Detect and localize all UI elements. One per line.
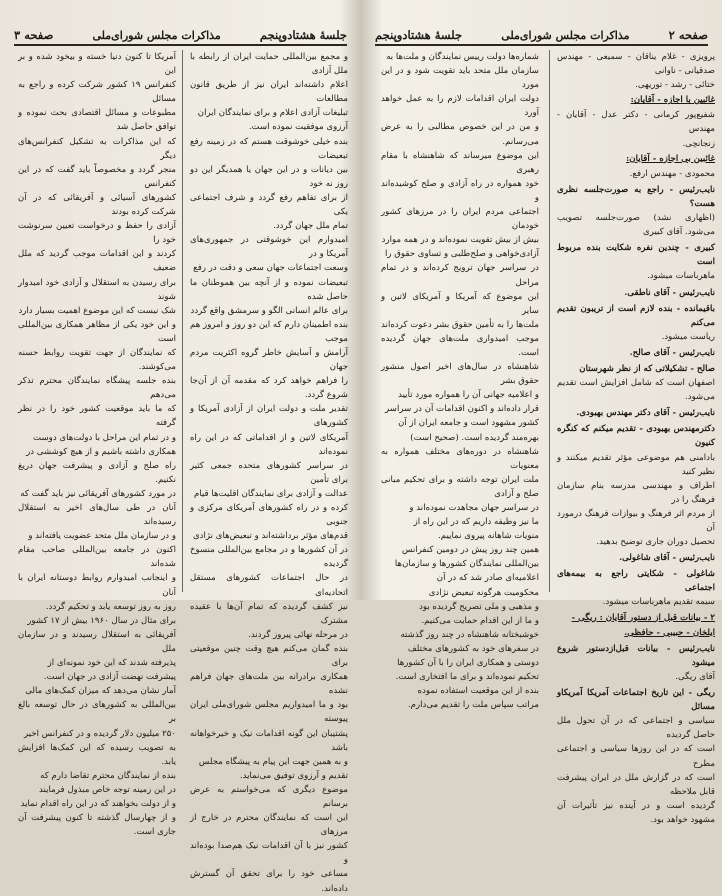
column-divider: [182, 50, 183, 592]
text-line: ریاست میشود.: [661, 331, 715, 342]
text-line: و اینجانب امیدوارم روابط دوستانه ایران با آنان: [18, 573, 176, 598]
text-line: بنده گمان می‌کنم هیچ وقت چنین موقعیتی برای: [190, 643, 348, 669]
text-line: از مردم اثر فرهنگ و بیوازات فرهنگ درمورد آن: [557, 508, 715, 533]
text-line: پشتیبان این گونه اقدامات نیک و خیرخواهانه باشد: [190, 728, 348, 753]
column-divider: [549, 50, 550, 592]
text-line: همکاری برادرانه بین ملت‌های جهان فراهم نشده: [190, 672, 348, 697]
text-line: کشور مشهود است و جامعه ایران از آن: [398, 418, 539, 429]
right-page-title: مذاکرات مجلس شورای‌ملی: [501, 28, 630, 42]
text-line: منجر گردد و مخصوصاً باید گفت که در این کنفرانس: [18, 164, 176, 189]
text-line: آرامش و آسایش خاطر گروه اکثریت مردم جهان: [190, 347, 348, 373]
right-page-number: صفحه ۲: [668, 28, 708, 42]
left-page-column-right: [190, 50, 348, 894]
text-line: بنده از این موقعیت استفاده نموده: [417, 686, 539, 697]
text-line: ۲۵۰ میلیون دلار گردیده و در کنفرانس اخیر: [24, 728, 176, 739]
text-line: آمریکای لاتین و از اقداماتی که در این راه نموده‌اند: [190, 432, 348, 457]
text-line: این موضوع که آمریکا و آمریکای لاتین و سایر: [381, 291, 539, 316]
text-line: اعلام داشته‌اند ایران نیز از طریق قانون مطالعات: [190, 80, 348, 105]
text-line: و این خود یکی از مظاهر همکاری بین‌المللی است: [18, 319, 176, 344]
text-line: برای رسیدن به استقلال و آزادی خود امیدوار شوند: [18, 277, 176, 302]
text-line: از برای تفاهم رفع گردد و شرف اجتماعی یکی: [190, 192, 348, 218]
text-line: سیمه تقدیم ماهرباسات میشود.: [602, 597, 715, 608]
text-line: سازمان ملل متحد باید تقویت شود و در این مورد: [381, 66, 539, 91]
speaker-line: صالح - تشکیلاتی که از نظر شهرستان: [579, 363, 715, 374]
text-line: مراتب سپاس ملت را تقدیم می‌دارم.: [407, 700, 539, 711]
text-line: و ما از این اقدام حمایت می‌کنیم.: [421, 615, 539, 626]
text-line: شک نیست که این موضوع اهمیت بسیار دارد: [18, 305, 176, 316]
text-line: و از دولت بخواهند که در این راه اقدام نماید: [20, 798, 176, 809]
left-page-header: [14, 26, 347, 46]
text-line: برای مثال در سال ۱۹۶۰ بیش از ۱۷ کشور: [27, 615, 176, 626]
text-line: مساعی خود را برای تحقق آن گسترش داده‌اند.: [190, 869, 348, 894]
text-line: بین‌المللی نمایندگان کشورها و سازمان‌ها: [394, 559, 539, 570]
text-line: پذیرفته شدند که این خود نمونه‌ای از: [47, 658, 176, 669]
text-line: که این مذاکرات به تشکیل کنفرانس‌های دیگر: [18, 136, 176, 161]
text-line: این موضوع میرساند که شاهنشاه با مقام رهبری: [381, 150, 539, 175]
text-line: اصفهان است که شامل افزایش است تقدیم می‌شود.: [557, 378, 715, 403]
text-line: زنجانچی.: [682, 138, 715, 149]
text-line: بود و ما امیدواریم مجلس شورای‌ملی ایران پیوسته: [190, 700, 348, 725]
text-line: برای عالم انسانی الگو و سرمشق واقع گردد: [190, 305, 348, 316]
speaker-line: باقیمانده - بنده لازم است از تریبون تقدیم می‌کنم: [557, 303, 715, 328]
text-line: ملت‌ها را به تأمین حقوق بشر دعوت کرده‌اند: [381, 319, 539, 330]
text-line: پرویزی - غلام یناقان - سمیعی - مهندس صدقیانی - ناوانی: [557, 52, 715, 77]
text-line: پیشرفت نهضت آزادی در جهان است.: [43, 672, 176, 683]
text-line: بنده خیلی خوشوقت هستم که در زمینه رفع تبعیضات: [190, 136, 348, 161]
text-line: تقدیم و آرزوی توفیق می‌نماید.: [239, 770, 348, 781]
right-page-column-left: [381, 50, 539, 711]
text-line: و مذهبی و ملی تصریح گردیده بود: [419, 601, 539, 612]
text-line: بین دیانات و در این جهان یا همدیگر این دو روز نه خود: [190, 164, 348, 189]
text-line: که ما باید موقعیت کشور خود را در نظر گرفته: [18, 404, 176, 429]
text-line: آرزوی موفقیت نموده است.: [248, 122, 348, 133]
left-page-column-left: [18, 50, 176, 838]
text-line: و در سازمان ملل متحد عضویت یافته‌اند و: [28, 531, 176, 542]
text-line: راه صلح و آزادی و پیشرفت جهان دریغ نکنیم.: [18, 460, 176, 485]
text-line: بنده جلسه پیشگاه نمایندگان محترم تذکر می‌دهم: [18, 376, 176, 401]
right-page-header: [375, 26, 708, 46]
text-line: خود همواره در راه آزادی و صلح کوشیده‌اند و: [381, 178, 539, 203]
text-line: عدالت و آزادی برای نمایندگان اقلیت‌ها قیام: [193, 488, 348, 499]
speaker-line: کبیری - چندین نفره شکایت بنده مربوط است: [557, 243, 715, 268]
text-line: که نمایندگان از جهت تقویت روابط حسنه می‌کوشند.: [18, 347, 176, 373]
text-line: آزادی‌خواهی و صلح‌طلبی و تساوی حقوق را: [385, 249, 539, 260]
text-line: اجتماعی مردم ایران را در مرزهای کشور خودمان: [381, 207, 539, 232]
text-line: تقدیر ملت و دولت ایران از آزادی آمریکا و کشورهای: [190, 404, 348, 429]
text-line: و به همین جهت این پیام به پیشگاه مجلس: [198, 756, 348, 767]
text-line: ملت ایران توجه داشته و برای تحکیم مبانی صلح و آزادی: [381, 474, 539, 499]
text-line: تبعیضات نموده و از آنچه بین هموطنان ما حاصل شده: [190, 277, 348, 302]
text-line: ختائی - رشد - توریهی.: [635, 80, 715, 91]
text-line: در سفرهای خود به کشورهای مختلف: [407, 643, 539, 654]
section-heading: ۲ - بیانات قبل از دستور آقایان : ریگی -: [571, 612, 715, 623]
text-line: مطبوعات و مسائل اقتصادی بحث نموده و توافق حاصل شد: [18, 108, 176, 133]
text-line: آمار نشان می‌دهد که میزان کمک‌های مالی: [25, 686, 176, 697]
text-line: و اعلامیه جهانی آن را همواره مورد تأیید: [398, 390, 539, 401]
text-line: اکنون در جامعه بین‌المللی صاحب مقام شده‌اند: [18, 545, 176, 570]
text-line: محمودی - مهندس ارفع.: [629, 168, 715, 179]
text-line: است که در این روزها سیاسی و اجتماعی مطرح: [557, 744, 715, 769]
text-line: این است که نمایندگان محترم در خارج از مرزهای: [190, 813, 348, 838]
text-line: آمریکا تا کنون دنیا خسته و بیخود شده و بر این: [18, 52, 176, 77]
speaker-line: نایب‌رئیس - راجع به صورت‌جلسه نظری هست؟: [557, 184, 715, 209]
text-line: است که در گزارش ملل در ایران پیشرفت قابل ملاحظه: [557, 772, 715, 797]
text-line: دولت ایران اقدامات لازم را به عمل خواهد آورد: [381, 94, 539, 119]
text-line: اعلامیه‌ای صادر شد که در آن: [436, 573, 539, 584]
text-line: و از چهارسال گذشته تا کنون پیشرفت آن جاری است.: [18, 813, 176, 838]
section-heading: غائبین بی اجازه - آقایان:: [626, 153, 715, 164]
text-line: شماره‌ها دولت رییس نمایندگان و ملت‌ها به: [386, 52, 539, 62]
speaker-line: نایب‌رئیس - آقای دکتر مهندس بهبودی.: [576, 408, 715, 419]
text-line: امیدوارم این خوشوقتی در جمهوری‌های آمریکا و در: [190, 235, 348, 260]
text-line: (اظهاری نشد) صورت‌جلسه تصویب می‌شود. آقای کبیری: [557, 213, 715, 238]
text-line: قدم‌های مؤثر برداشته‌اند و تبعیض‌های نژادی: [192, 531, 348, 542]
text-line: موجب امیدواری ملت‌های جهان گردیده است.: [381, 333, 539, 358]
text-line: همین چند روز پیش در دومین کنفرانس: [401, 545, 539, 556]
text-line: شاهنشاه در سال‌های اخیر اصول منشور حقوق بشر: [381, 362, 539, 387]
text-line: ماهرباسات میشود.: [646, 271, 715, 282]
text-line: آقای ریگی.: [675, 671, 715, 682]
text-line: بیش از بیش تقویت نموده‌اند و در همه موارد: [381, 235, 539, 246]
speaker-line: دکترمهندس بهبودی - تقدیم میکنم که کنگره کنیون: [557, 424, 715, 449]
speaker-line: ریگی - این تاریخ اجتماعات آمریکا آمریکاو مسائل: [557, 688, 715, 713]
text-line: شاهنشاه در دوره‌های مختلف همواره به معنویات: [381, 446, 539, 471]
text-line: منویات شاهانه پیروی نماییم.: [438, 531, 539, 542]
text-line: در حال اجتماعات کشورهای مستقل اتحادیه‌ای: [190, 573, 348, 598]
speaker-line: نایب‌رئیس - آقای صالح.: [629, 347, 715, 358]
text-line: در مورد کشورهای آفریقائی نیز باید گفت که: [20, 488, 176, 499]
text-line: آفریقائی به استقلال رسیدند و در سازمان ملل: [18, 629, 176, 654]
text-line: بین‌المللی به کشورهای در حال توسعه بالغ بر: [18, 700, 176, 725]
text-line: تحکیم نموده‌اند و برای ما افتخاری است.: [395, 672, 539, 683]
text-line: بنده از نمایندگان محترم تقاضا دارم که: [40, 770, 176, 781]
text-line: آزادی را حفظ و درخواست تعیین سرنوشت خود را: [18, 221, 176, 246]
right-page-column-right: [557, 50, 715, 825]
text-line: تمام ملل جهان گردد.: [273, 221, 348, 232]
text-line: تحصیل دوران جاری توضیح بدهید.: [596, 537, 715, 548]
text-line: روز به روز توسعه یابد و تحکیم گردد.: [45, 601, 176, 612]
text-line: به تصویب رسیده که این کمک‌ها افزایش یابد.: [18, 742, 176, 767]
text-line: را فراهم خواهد کرد که مقدمه آن از آن‌جا شروع گردد.: [190, 376, 348, 401]
text-line: آنان در طی سال‌های اخیر به استقلال رسیده‌اند: [18, 503, 176, 528]
text-line: شفیع‌پور کرمانی - دکتر عدل - آقایان - مهندس: [557, 110, 715, 135]
text-line: نیز کشف گردیده که تمام آن‌ها با عقیده مشترک: [190, 601, 348, 626]
text-line: در مرحله نهائی پیروز گردند.: [248, 629, 348, 640]
text-line: بادامنی هم موضوعی مؤثر تقدیم میکنند و نظیر کنید: [557, 452, 715, 477]
speaker-line: شاغولی - شکایتی راجع به بیمه‌های اجتماعی: [557, 569, 715, 594]
text-line: کردند و این اقدامات موجب گردید که ملل ضعیف: [18, 249, 176, 274]
right-page-session: جلسهٔ هشتادوپنجم: [375, 28, 463, 42]
left-page-number: صفحه ۳: [14, 28, 54, 42]
text-line: قرار داده‌اند و اکنون اقدامات آن در سراسر: [385, 404, 539, 415]
text-line: بنده اطمینان دارم که این دو روز و امروز هم موجب: [190, 319, 348, 344]
speaker-line: نایب‌رئیس - آقای شاغولی.: [619, 553, 715, 564]
section-heading: ایلخان - حبیبی - حافظی.: [624, 627, 715, 638]
left-page: [0, 0, 361, 894]
text-line: اطراف و مهندسی مدرسه بنام سازمان فرهنگ را در: [557, 480, 715, 505]
left-page-session: جلسهٔ هشتادوپنجم: [259, 28, 347, 42]
text-line: در سراسر جهان ترویج کرده‌اند و در تمام مراحل: [381, 263, 539, 288]
text-line: محکومیت هرگونه تبعیض نژادی: [428, 587, 539, 598]
text-line: خوشبختانه شاهنشاه در چند روز گذشته: [400, 629, 539, 640]
text-line: همکاری داشته باشیم و از هیچ کوششی در: [26, 446, 176, 457]
speaker-line: نایب‌رئیس - بیانات قبل‌ازدستور شروع میشود: [557, 643, 715, 668]
text-line: ما نیز وظیفه داریم که در این راه از: [413, 517, 539, 528]
text-line: در سراسر کشورهای متحده جمعی کثیر برای تأمین: [190, 460, 348, 485]
text-line: و در تمام این مراحل با دولت‌های دوست: [33, 432, 176, 443]
text-line: کشور نیز با آن اقدامات نیک هم‌صدا بوده‌اند و: [190, 841, 348, 866]
text-line: در این زمینه توجه خاص مبذول فرمایند: [39, 784, 176, 795]
text-line: دوستی و همکاری ایران را با آن کشورها: [397, 658, 539, 669]
text-line: کرده و در راه کشورهای آمریکای مرکزی و جنوبی: [190, 503, 348, 528]
text-line: بهره‌مند گردیده است. (صحیح است): [410, 432, 539, 443]
text-line: و من در این خصوص مطالبی را به عرض می‌رسانم.: [381, 122, 539, 147]
left-page-title: مذاکرات مجلس شورای‌ملی: [92, 28, 221, 42]
text-line: و مجمع بین‌المللی حمایت ایران از رابطه با ملل آزادی: [190, 52, 348, 77]
right-page: [361, 0, 722, 825]
speaker-line: نایب‌رئیس - آقای ناطقی.: [624, 287, 715, 298]
text-line: در آن کشورها و در مجامع بین‌المللی منسوخ گردیده: [190, 545, 348, 570]
text-line: تبلیغات آزادی اعلام و برای نمایندگان ایران: [197, 108, 348, 119]
text-line: وسعت اجتماعات جهان سعی و دقت در رفع: [193, 263, 348, 274]
text-line: کشورهای آسیائی و آفریقائی که در آن شرکت کرده بودند: [18, 192, 176, 218]
text-line: موضوع دیگری که می‌خواستم به عرض برسانم: [190, 784, 348, 809]
text-line: سیاسی و اجتماعی که در آن تحول ملل حاصل گردیده: [557, 716, 715, 741]
text-line: در سراسر جهان مجاهدت نموده‌اند و: [409, 503, 539, 513]
text-line: کنفرانس ۱۹ کشور شرکت کرده و راجع به مسائل: [18, 80, 176, 105]
section-heading: غائبین با اجازه - آقایان:: [630, 95, 715, 106]
text-line: گردیده است و در آینده نیز تأثیرات آن مشهود خواهد بود.: [557, 800, 715, 825]
